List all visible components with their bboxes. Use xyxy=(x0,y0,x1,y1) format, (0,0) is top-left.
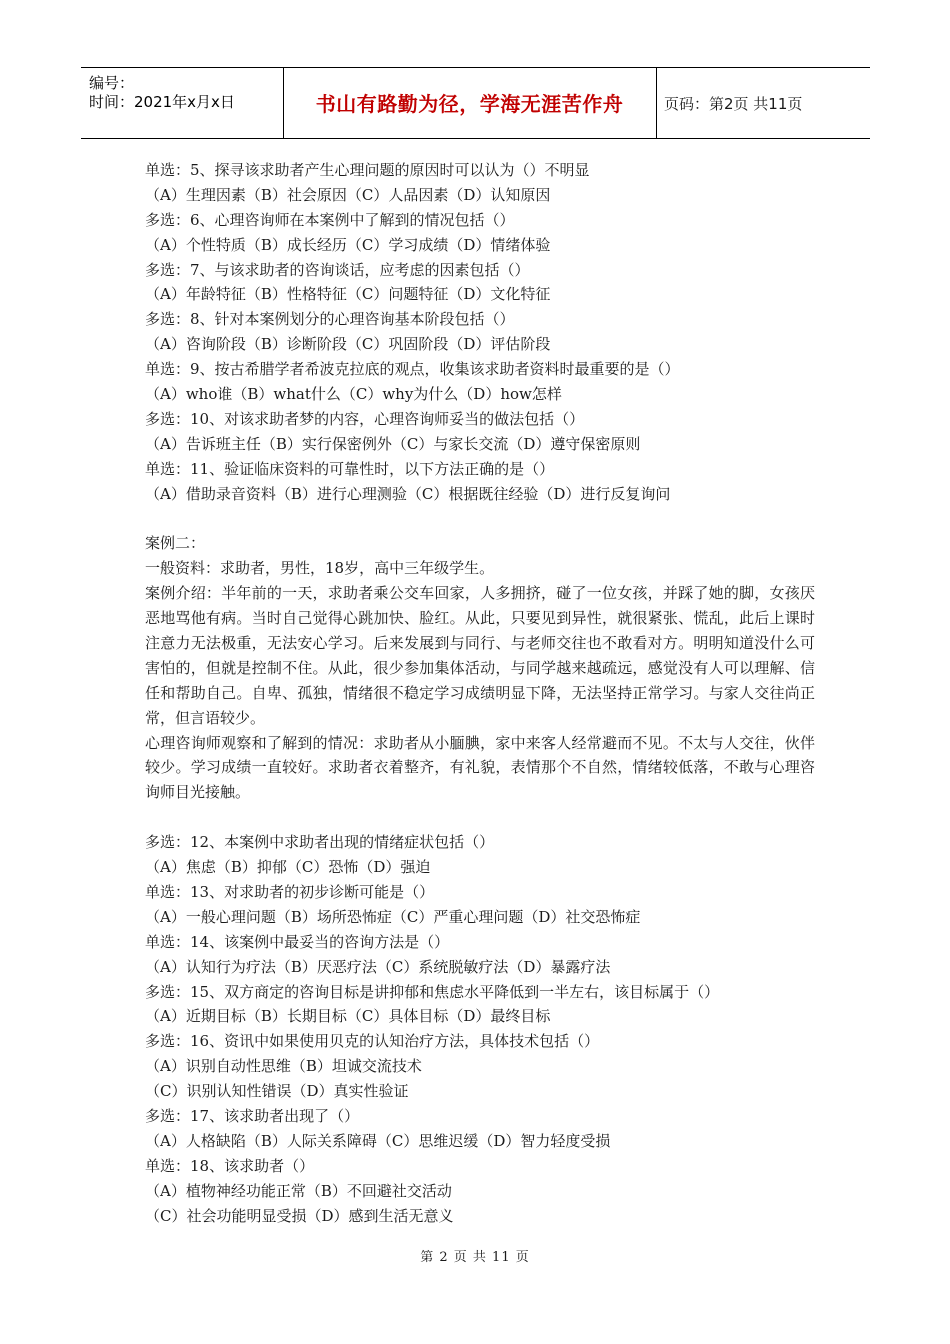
header-right-cell xyxy=(656,68,870,138)
case-general-info: 一般资料：求助者，男性，18岁，高中三年级学生。 xyxy=(145,559,495,578)
question-line: 单选：18、该求助者（） xyxy=(145,1156,315,1175)
question-line: 多选：15、双方商定的咨询目标是讲抑郁和焦虑水平降低到一半左右，该目标属于（） xyxy=(145,982,720,1001)
question-line: （A）告诉班主任（B）实行保密例外（C）与家长交流（D）遵守保密原则 xyxy=(145,434,641,453)
question-line: （A）认知行为疗法（B）厌恶疗法（C）系统脱敏疗法（D）暴露疗法 xyxy=(145,957,611,976)
case-observation: 心理咨询师观察和了解到的情况：求助者从小腼腆，家中来客人经常避而不见。不太与人交往，伙伴较少。学习成绩一直较好。求助者衣着整齐，有礼貌，表情那个不自然，情绪较低落，不敢与心理咨询师目光接触。 xyxy=(145,733,815,802)
questions-part-2 xyxy=(145,830,815,1228)
page-header xyxy=(81,67,870,139)
case-title: 案例二： xyxy=(145,534,206,553)
question-line: （A）近期目标（B）长期目标（C）具体目标（D）最终目标 xyxy=(145,1007,551,1026)
question-line: 单选：13、对求助者的初步诊断可能是（） xyxy=(145,882,435,901)
question-line: 单选：14、该案例中最妥当的咨询方法是（） xyxy=(145,932,450,951)
question-line: （A）咨询阶段（B）诊断阶段（C）巩固阶段（D）评估阶段 xyxy=(145,335,551,354)
question-line: 多选：7、与该求助者的咨询谈话，应考虑的因素包括（） xyxy=(145,260,530,279)
question-line: 多选：6、心理咨询师在本案例中了解到的情况包括（） xyxy=(145,210,515,229)
question-line: （A）人格缺陷（B）人际关系障碍（C）思维迟缓（D）智力轻度受损 xyxy=(145,1131,611,1150)
question-line: 多选：8、针对本案例划分的心理咨询基本阶段包括（） xyxy=(145,310,515,329)
date-label: 时间：2021年x月x日 xyxy=(89,93,235,111)
question-line: 多选：12、本案例中求助者出现的情绪症状包括（） xyxy=(145,833,495,852)
question-line: （A）识别自动性思维（B）坦诚交流技术 xyxy=(145,1057,422,1076)
question-line: （A）who谁（B）what什么（C）why为什么（D）how怎样 xyxy=(145,385,562,404)
question-line: 单选：11、验证临床资料的可靠性时，以下方法正确的是（） xyxy=(145,459,555,478)
questions-part-1 xyxy=(145,158,815,506)
page-number-label: 页码：第2页 共11页 xyxy=(664,95,803,113)
question-line: （C）识别认知性错误（D）真实性验证 xyxy=(145,1082,409,1101)
question-line: （C）社会功能明显受损（D）感到生活无意义 xyxy=(145,1206,454,1225)
question-line: （A）一般心理问题（B）场所恐怖症（C）严重心理问题（D）社交恐怖症 xyxy=(145,907,641,926)
question-line: 多选：16、资讯中如果使用贝克的认知治疗方法，具体技术包括（） xyxy=(145,1032,600,1051)
question-line: （A）生理因素（B）社会原因（C）人品因素（D）认知原因 xyxy=(145,185,551,204)
question-line: 单选：5、探寻该求助者产生心理问题的原因时可以认为（）不明显 xyxy=(145,161,590,179)
question-line: 多选：10、对该求助者梦的内容，心理咨询师妥当的做法包括（） xyxy=(145,409,585,428)
question-line: （A）个性特质（B）成长经历（C）学习成绩（D）情绪体验 xyxy=(145,235,551,254)
header-middle-cell xyxy=(283,68,657,138)
question-line: （A）植物神经功能正常（B）不回避社交活动 xyxy=(145,1181,452,1200)
number-label: 编号： xyxy=(89,74,135,92)
header-left-cell xyxy=(81,68,284,138)
page-footer: 第 2 页 共 11 页 xyxy=(420,1250,530,1265)
document-body xyxy=(145,158,815,1228)
question-line: 多选：17、该求助者出现了（） xyxy=(145,1106,360,1125)
question-line: 单选：9、按古希腊学者希波克拉底的观点，收集该求助者资料时最重要的是（） xyxy=(145,360,680,379)
question-line: （A）借助录音资料（B）进行心理测验（C）根据既往经验（D）进行反复询问 xyxy=(145,484,671,503)
motto: 书山有路勤为径，学海无涯苦作舟 xyxy=(315,92,624,116)
question-line: （A）焦虑（B）抑郁（C）恐怖（D）强迫 xyxy=(145,858,431,877)
question-line: （A）年龄特征（B）性格特征（C）问题特征（D）文化特征 xyxy=(145,285,551,304)
case-introduction: 案例介绍：半年前的一天，求助者乘公交车回家，人多拥挤，碰了一位女孩，并踩了她的脚，女孩厌恶地骂他有病。当时自己觉得心跳加快、脸红。从此，只要见到异性，就很紧张、慌乱，此后上课时注意力无法极重，无法安心学习。后来发展到与同行、与老师交往也不敢看对方。明明知道没什么可害怕的，但就是控制不住。从此，很少参加集体活动，与同学越来越疏远，感觉没有人可以理解、信任和帮助自己。自卑、孤独，情绪很不稳定学习成绩明显下降，无法坚持正常学习。与家人交往尚正常，但言语较少。 xyxy=(145,584,815,727)
